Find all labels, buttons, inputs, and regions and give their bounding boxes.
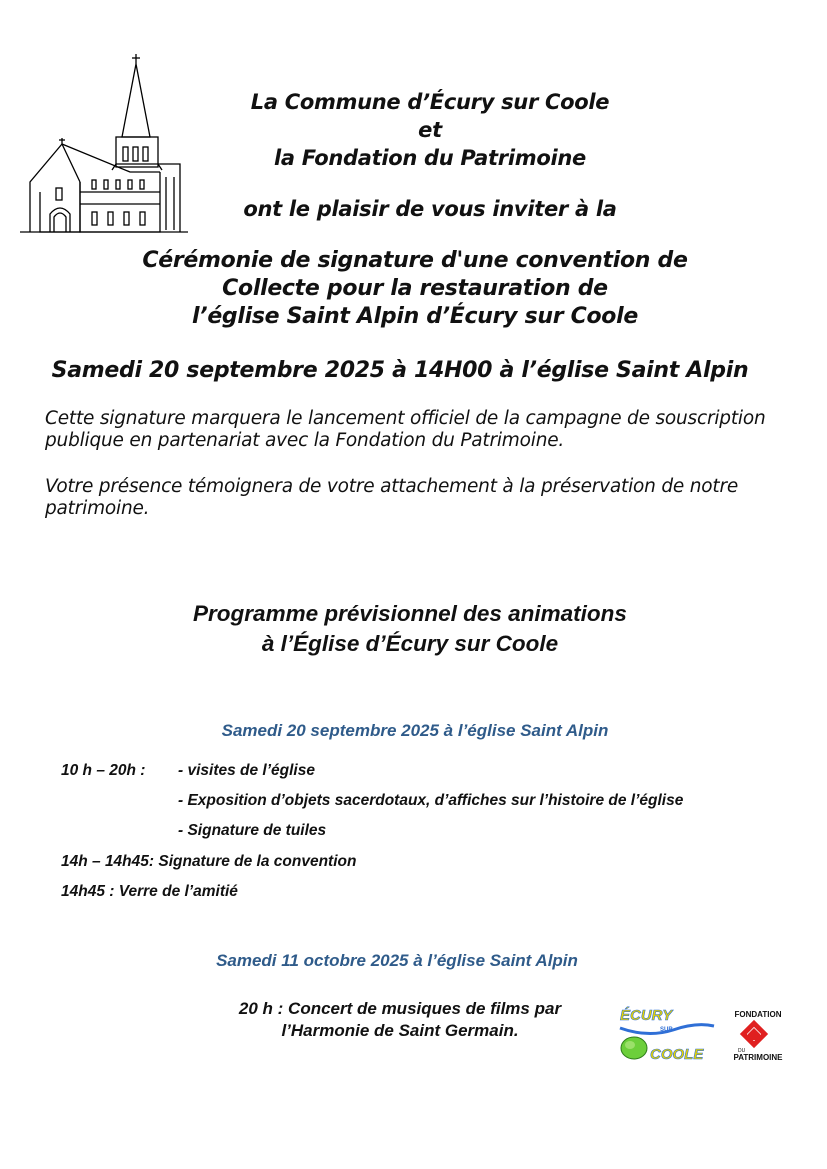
programme-title-1: Programme prévisionnel des animations <box>193 601 627 626</box>
ecury-logo-top: ÉCURY <box>620 1007 673 1024</box>
day1-slot1-time: 10 h – 20h : <box>61 762 146 779</box>
day1-slot1-item-1: - visites de l’église <box>178 762 315 779</box>
header-line-2: et <box>418 118 442 142</box>
concert-line-2: l’Harmonie de Saint Germain. <box>281 1021 519 1040</box>
fondation-logo-top: FONDATION <box>734 1010 782 1019</box>
programme-title-2: à l’Église d’Écury sur Coole <box>261 631 559 656</box>
church-illustration <box>20 52 188 234</box>
day1-slot2: 14h – 14h45: Signature de la convention <box>61 853 357 870</box>
ecury-sur-coole-logo <box>618 1004 718 1064</box>
day1-slot3: 14h45 : Verre de l’amitié <box>61 883 238 900</box>
invite-line: ont le plaisir de vous inviter à la <box>243 197 617 221</box>
ecury-logo-bottom: COOLE <box>650 1046 704 1063</box>
ceremony-line-2: Collecte pour la restauration de <box>222 276 608 301</box>
day1-slot1-item-2: - Exposition d’objets sacerdotaux, d’affiches sur l’histoire de l’église <box>178 792 684 809</box>
paragraph-1-line-1: Cette signature marquera le lancement officiel de la campagne de souscription <box>45 408 766 429</box>
fondation-logo-bottom: PATRIMOINE <box>733 1053 783 1062</box>
paragraph-2-line-1: Votre présence témoignera de votre attachement à la préservation de notre <box>45 476 739 497</box>
fondation-patrimoine-logo <box>726 1008 790 1066</box>
header-line-3: la Fondation du Patrimoine <box>274 146 586 170</box>
ceremony-line-3: l’église Saint Alpin d’Écury sur Coole <box>192 304 638 329</box>
header-line-1: La Commune d’Écury sur Coole <box>250 90 610 114</box>
day1-slot1-item-3: - Signature de tuiles <box>178 822 327 839</box>
paragraph-1-line-2: publique en partenariat avec la Fondation du Patrimoine. <box>45 430 565 451</box>
paragraph-2-line-2: patrimoine. <box>45 498 150 519</box>
ecury-logo-mid: SUR <box>660 1027 673 1033</box>
fondation-logo-mid: DU <box>738 1048 746 1054</box>
main-date: Samedi 20 septembre 2025 à 14H00 à l’église Saint Alpin <box>51 358 749 383</box>
day2-heading: Samedi 11 octobre 2025 à l’église Saint Alpin <box>216 951 578 970</box>
concert-line-1: 20 h : Concert de musiques de films par <box>238 999 562 1018</box>
ceremony-line-1: Cérémonie de signature d'une convention de <box>142 248 688 273</box>
day1-heading: Samedi 20 septembre 2025 à l’église Saint Alpin <box>221 721 609 740</box>
